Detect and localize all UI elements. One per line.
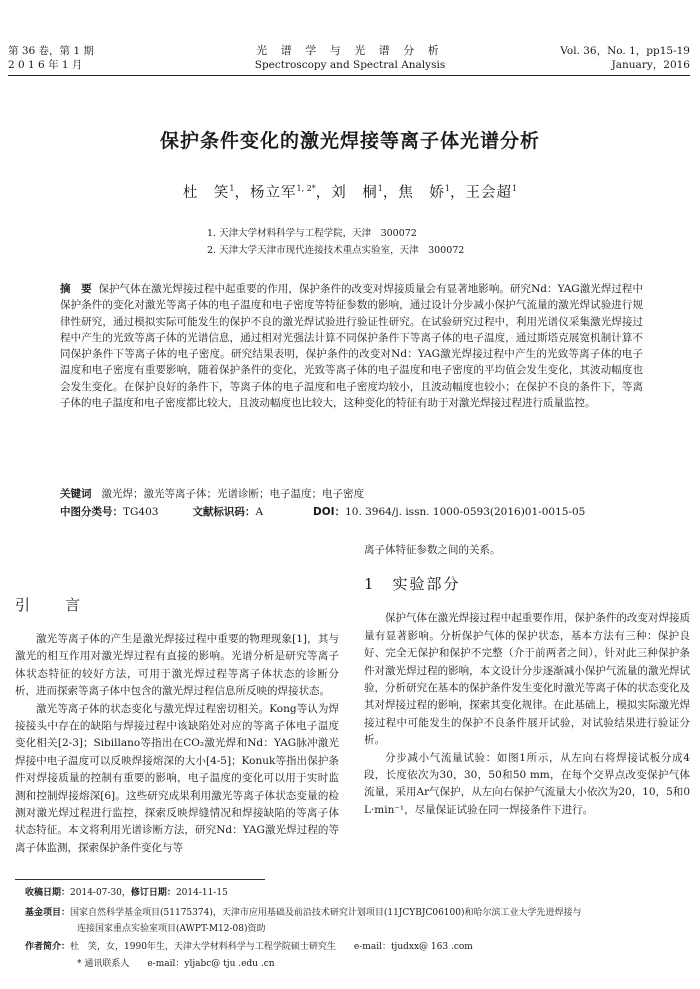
received-label: 收稿日期： [25, 888, 71, 898]
intro-heading: 引 言 [15, 596, 91, 614]
clc-label: 中图分类号： [60, 506, 123, 518]
fund-text: 国家自然科学基金项目(51175374)，天津市应用基础及前沿技术研究计划项目(11JCYBJC06100)和哈尔滨工业大学先进焊接与 [70, 908, 582, 918]
section1-paragraph: 分步减小气流量试验：如图1所示，从左向右将焊接试板分成4段，长度依次为30，30，50和50 mm，在每个交界点改变保护气体流量，采用Ar气保护，从左向右保护气流量大小依次为20，10，5和0 L·min⁻¹，尽量保证试验在同一焊接条件下进行。 [364, 751, 690, 816]
intro-paragraph-continued: 离子体特征参数之间的关系。 [364, 544, 501, 556]
footnote-author-bio [25, 940, 473, 955]
abstract-text: 保护气体在激光焊接过程中起重要的作用，保护条件的改变对焊接质量会有显著地影响。研究Nd：YAG激光焊过程中保护条件的变化对激光等离子体的电子温度和电子密度等特征参数的影响，通过设计分步减小保护气流量的激光焊试验进行规律性研究，通过模拟实际可能发生的保护不良的激光焊试验进行验证性研究。在试验研究过程中，利用光谱仪采集激光焊接过程中产生的光致等离子体的光谱信息，通过相对光强法计算不同保护条件下等离子体的电子温度，通过斯塔克展宽机制计算不同保护条件下等离子体的电子密度。研究结果表明，保护条件的改变对Nd：YAG激光焊接过程中产生的光致等离子体的电子温度和电子密度有重要影响，随着保护条件的变化，光致等离子体的电子温度和电子密度的平均值会发生变化，其波动幅度也会发生变化。在保护良好的条件下，等离子体的电子温度和电子密度均较小，且波动幅度也较小；在保护不良的条件下，等离子体的电子温度和电子密度都比较大，且波动幅度也比较大，这种变化的特征有助于对激光焊接过程进行质量监控。 [60, 283, 643, 410]
keywords-line [60, 487, 364, 501]
clc-value: TG403 [123, 506, 159, 518]
author-affil-mark: 1, 2* [296, 184, 316, 194]
footnote-corresponding: * 通讯联系人 e-mail：yljabc@ tju .edu .cn [77, 959, 275, 969]
left-column [15, 594, 339, 857]
right-column [364, 542, 690, 819]
author-name: 刘 桐 [331, 185, 378, 201]
doc-code-value: A [255, 506, 264, 518]
doi-label: DOI： [313, 506, 346, 518]
author-name: 焦 娇 [398, 185, 445, 201]
intro-paragraph: 激光等离子体的产生是激光焊接过程中重要的物理现象[1]，其与激光的相互作用对激光焊过程有直接的影响。光谱分析是研究等离子体状态特征的较好方法，可用于激光焊过程等离子体状态的诊断分析，进而探索等离子体中包含的激光焊过程信息所反映的焊接状态。 [15, 633, 339, 698]
footnote-divider [15, 879, 265, 880]
author-affil-mark: 1 [377, 184, 383, 194]
author-list: 杜 笑$^1$，杨立军$^{1, 2*}$，刘 桐$^1$，焦 娇$^1$，王会超$^1$ [182, 184, 518, 201]
fund-label: 基金项目： [25, 908, 71, 918]
bio-label: 作者简介： [25, 942, 71, 952]
doi-value: 10. 3964/j. issn. 1000-0593(2016)01-0015-05 [345, 506, 586, 518]
section1-paragraph: 保护气体在激光焊接过程中起重要作用，保护条件的改变对焊接质量有显著影响。分析保护气体的保护状态，基本方法有三种：保护良好、完全无保护和保护不完整（介于前两者之间），针对此三种保护条件对激光焊过程的影响，本文设计分步逐渐减小保护气流量的激光焊试验，分析研究在基本的保护条件发生变化时激光等离子体的状态变化及其对焊接过程的影响，探索其变化规律。在此基础上，模拟实际激光焊接过程中可能发生的保护不良条件展开试验，对试验结果进行验证分析。 [364, 612, 690, 747]
publication-date-en: January，2016 [611, 59, 690, 71]
author-affil-mark: 1 [444, 184, 450, 194]
revised-label: 修订日期： [130, 888, 176, 898]
paper-title: 保护条件变化的激光焊接等离子体光谱分析 [159, 130, 540, 152]
intro-paragraph: 激光等离子体的状态变化与激光焊过程密切相关。Kong等认为焊接接头中存在的缺陷与焊接过程中该缺陷处对应的等离子体电子温度变化相关[2-3]；Sibillano等指出在CO₂激光焊和Nd：YAG脉冲激光焊接中电子温度可以反映焊接熔深的大小[4-5]；Konuk等指出保护条件对焊接质量的控制有重要的影响，电子温度的变化可以用于实时监测和控制焊接熔深[6]。这些研究成果利用激光等离子体状态变量的检测对激光焊过程进行监控，探索反映焊缝情况和焊接缺陷的等离子体状态特征。本文将利用光谱诊断方法，研究Nd：YAG激光焊过程的等离子体监测，探索保护条件变化与等 [15, 702, 339, 854]
bio-text: 杜 笑，女，1990年生，天津大学材料科学与工程学院硕士研究生 e-mail：tjudxx@ 163 .com [70, 942, 473, 952]
abstract-label: 摘 要 [60, 283, 92, 295]
footnote-funding-cont: 连接国家重点实验室项目(AWPT-M12-08)资助 [77, 924, 266, 934]
header-divider [8, 75, 690, 76]
affiliation: 2. 天津大学天津市现代连接技术重点实验室，天津 300072 [207, 245, 465, 256]
volume-issue-en: Vol. 36，No. 1，pp15-19 [560, 45, 690, 57]
revised-date: 2014-11-15 [175, 888, 228, 898]
running-header-right [560, 44, 690, 72]
publication-date-zh: 2 0 1 6 年 1 月 [8, 59, 83, 71]
author-name: 杨立军 [250, 185, 297, 201]
journal-title-en: Spectroscopy and Spectral Analysis [254, 59, 446, 71]
section1-heading: 1 实验部分 [364, 575, 461, 594]
keywords-label: 关键词 [60, 488, 92, 500]
affiliation: 1. 天津大学材料科学与工程学院，天津 300072 [207, 228, 417, 239]
footnote-funding [25, 906, 582, 921]
classification-line [60, 505, 585, 519]
abstract [60, 281, 643, 411]
keywords-text: 激光焊；激光等离子体；光谱诊断；电子温度；电子密度 [101, 488, 365, 500]
doc-code-label: 文献标识码： [192, 506, 256, 518]
author-affil-mark: 1 [511, 184, 518, 194]
footnote-dates [25, 886, 228, 901]
author-affil-mark: 1 [229, 184, 235, 194]
author-name: 杜 笑 [182, 185, 230, 201]
journal-title-zh: 光 谱 学 与 光 谱 分 析 [256, 44, 444, 57]
volume-issue-zh: 第 36 卷，第 1 期 [8, 45, 94, 57]
author-name: 王会超 [465, 185, 512, 201]
received-date: 2014-07-30， [70, 888, 131, 898]
